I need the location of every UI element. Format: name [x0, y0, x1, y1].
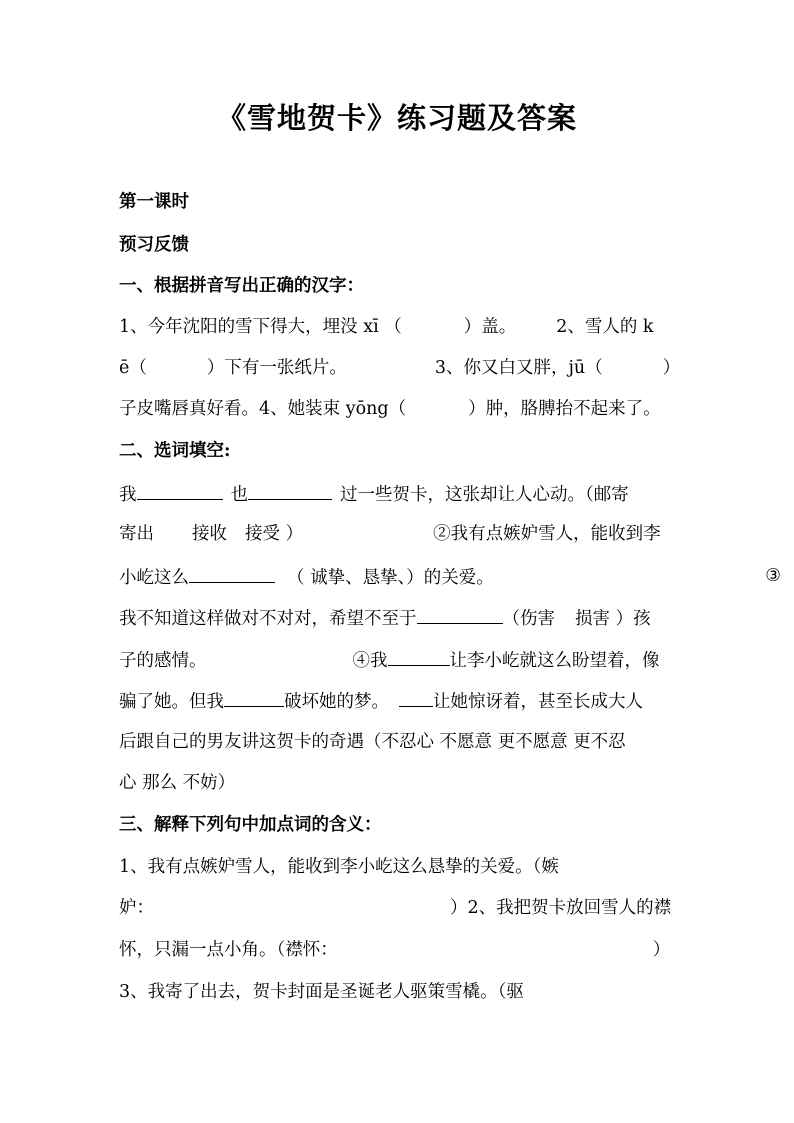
- q2-text: ②我有点嫉妒雪人，能收到李: [433, 524, 661, 544]
- q2-text: 破坏她的梦。: [284, 692, 389, 712]
- q2-line-7: 后跟自己的男友讲这贺卡的奇遇（不忍心 不愿意 更不愿意 更不忍: [119, 732, 626, 752]
- q2-option: （伤害: [502, 609, 555, 629]
- fill-blank: [189, 564, 275, 583]
- q1-text: ）肿，胳膊抬不起来了。: [468, 399, 661, 419]
- q1-line-3: [119, 397, 661, 421]
- q1-line-1: [119, 315, 654, 339]
- q2-marker: ③: [765, 566, 781, 586]
- q1-text: ē（: [119, 358, 147, 378]
- q2-text: 让李小屹就这么盼望着，像: [449, 651, 660, 671]
- q3-line-3: [119, 938, 670, 962]
- q2-text: 小屹这么: [119, 568, 189, 588]
- q2-line-2: [119, 522, 661, 546]
- q1-text: 子皮嘴唇真好看。4、她装束 yōng（: [119, 399, 407, 419]
- q1-text: ）: [662, 358, 681, 378]
- q3-heading: 三、解释下列句中加点词的含义：: [119, 815, 382, 835]
- page-title: 《雪地贺卡》练习题及答案: [216, 101, 577, 135]
- q2-text: 我: [119, 485, 137, 505]
- lesson-label: 第一课时: [119, 192, 189, 212]
- q2-option: 接受 ）: [245, 524, 304, 544]
- section-preview-label: 预习反馈: [119, 235, 189, 255]
- q2-option: 寄出: [119, 524, 154, 544]
- q1-text: ）盖。: [463, 317, 517, 337]
- fill-blank: [399, 688, 433, 707]
- q3-text: 妒：: [119, 898, 154, 918]
- q2-line-8: 心 那么 不妨）: [119, 773, 236, 793]
- q3-text: 怀，只漏一点小角。（襟怀：: [119, 940, 338, 960]
- q3-line-4: 3、我寄了出去，贺卡封面是圣诞老人驱策雪橇。（驱: [119, 982, 524, 1002]
- q2-text: 也: [230, 485, 248, 505]
- q1-heading: 一、根据拼音写出正确的汉字：: [119, 276, 364, 296]
- q2-text: ④我: [352, 651, 388, 671]
- q3-line-1: 1、我有点嫉妒雪人，能收到李小屹这么恳挚的关爱。（嫉: [119, 857, 559, 877]
- q2-line-1: [119, 481, 629, 507]
- fill-blank: [248, 481, 332, 500]
- q1-text: 2、雪人的 k: [556, 317, 654, 337]
- q1-line-2: [119, 356, 680, 380]
- fill-blank: [388, 647, 450, 666]
- q2-line-5: [119, 647, 660, 673]
- q2-line-3: [119, 564, 781, 590]
- q2-line-4: [119, 605, 651, 631]
- q2-line-6: [119, 688, 643, 714]
- q3-text: ）2、我把贺卡放回雪人的襟: [450, 898, 672, 918]
- q2-text: 让她惊讶着，甚至长成大人: [433, 692, 643, 712]
- q1-text: 3、你又白又胖，jū（: [434, 358, 603, 378]
- q2-text: 子的感情。: [119, 651, 207, 671]
- q3-line-2: [119, 896, 671, 920]
- fill-blank: [417, 605, 503, 624]
- fill-blank: [137, 481, 223, 500]
- q2-heading: 二、选词填空:: [119, 441, 231, 461]
- q2-text: 过一些贺卡，这张却让人心动。（邮寄: [340, 485, 629, 505]
- fill-blank: [224, 688, 284, 707]
- q2-option: 损害 ）孩: [575, 609, 651, 629]
- q2-text: （ 诚挚、恳挚、）的关爱。: [287, 568, 494, 588]
- q2-option: 接收: [192, 524, 227, 544]
- q1-text: ）下有一张纸片。: [206, 358, 347, 378]
- q2-text: 骗了她。但我: [119, 692, 224, 712]
- q1-text: 1、今年沈阳的雪下得大，埋没 xī （: [119, 317, 402, 337]
- q3-text: ）: [652, 940, 671, 960]
- q2-text: 我不知道这样做对不对对，希望不至于: [119, 609, 417, 629]
